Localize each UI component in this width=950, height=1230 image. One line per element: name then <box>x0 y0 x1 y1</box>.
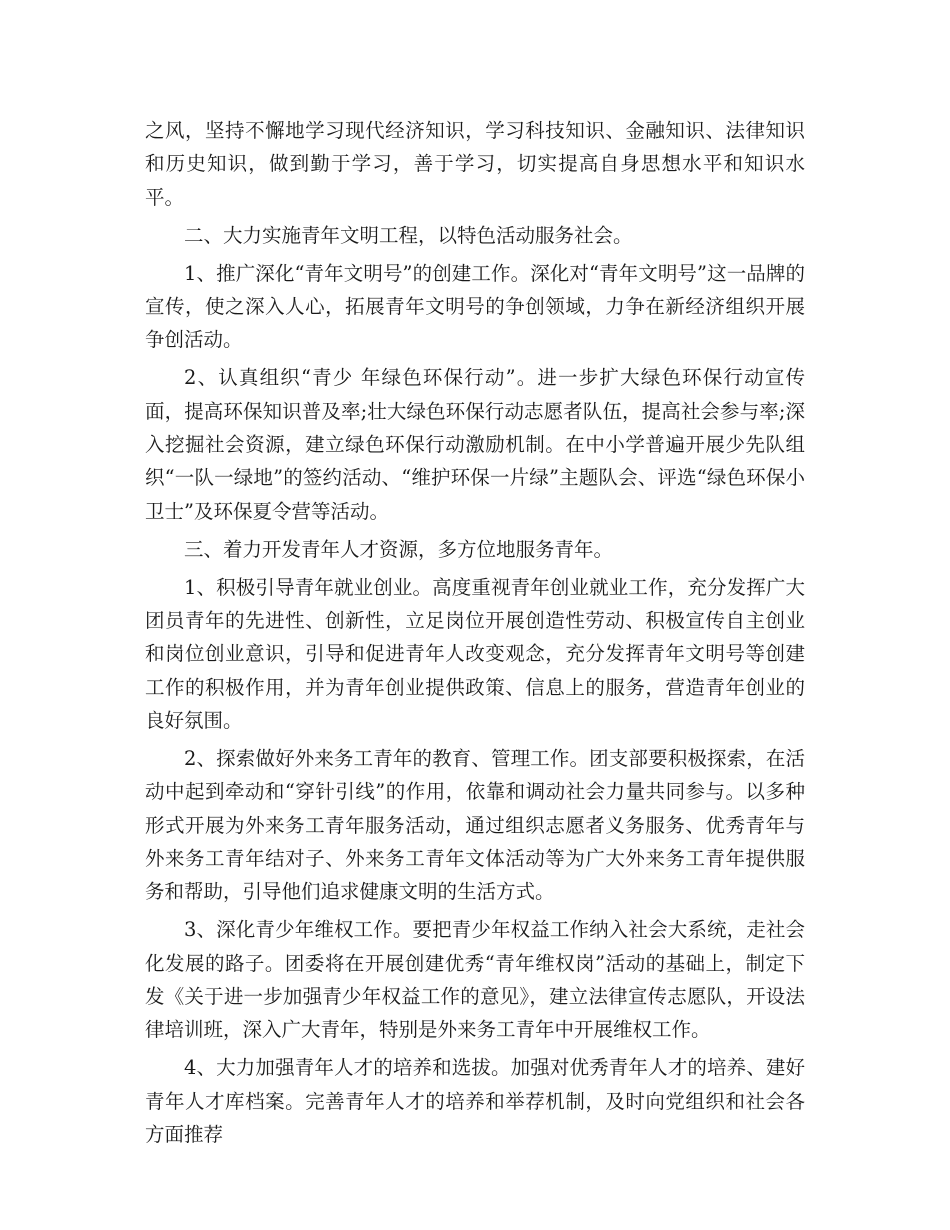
paragraph: 4、大力加强青年人才的培养和选拔。加强对优秀青年人才的培养、建好青年人才库档案。完善青年人才的培养和举荐机制，及时向党组织和社会各方面推荐 <box>145 1056 805 1146</box>
paragraph: 2、认真组织“青少 年绿色环保行动”。进一步扩大绿色环保行动宣传面，提高环保知识普及率;壮大绿色环保行动志愿者队伍，提高社会参与率;深入挖掘社会资源，建立绿色环保行动激励机制。在中小学普遍开展少先队组织“一队一绿地”的签约活动、“维护环保一片绿”主题队会、评选“绿色环保小卫士”及环保夏令营等活动。 <box>145 366 805 523</box>
paragraph: 1、积极引导青年就业创业。高度重视青年创业就业工作，充分发挥广大团员青年的先进性、创新性，立足岗位开展创造性劳动、积极宣传自主创业和岗位创业意识，引导和促进青年人改变观念，充分发挥青年文明号等创建工作的积极作用，并为青年创业提供政策、信息上的服务，营造青年创业的良好氛围。 <box>145 575 805 733</box>
paragraph: 之风，坚持不懈地学习现代经济知识，学习科技知识、金融知识、法律知识和历史知识，做到勤于学习，善于学习，切实提高自身思想水平和知识水平。 <box>145 119 805 209</box>
paragraph: 1、推广深化“青年文明号”的创建工作。深化对“青年文明号”这一品牌的宣传，使之深入人心，拓展青年文明号的争创领域，力争在新经济组织开展争创活动。 <box>145 261 805 352</box>
section-heading: 二、大力实施青年文明工程，以特色活动服务社会。 <box>184 223 633 247</box>
paragraph: 3、深化青少年维权工作。要把青少年权益工作纳入社会大系统，走社会化发展的路子。团委将在开展创建优秀“青年维权岗”活动的基础上，制定下发《关于进一步加强青少年权益工作的意见》，建立法律宣传志愿队，开设法律培训班，深入广大青年，特别是外来务工青年中开展维权工作。 <box>145 918 805 1042</box>
document-body <box>145 114 805 1156</box>
section-heading: 三、着力开发青年人才资源，多方位地服务青年。 <box>184 537 614 561</box>
paragraph: 2、探索做好外来务工青年的教育、管理工作。团支部要积极探索，在活动中起到牵动和“穿针引线”的作用，依靠和调动社会力量共同参与。以多种形式开展为外来务工青年服务活动，通过组织志愿者义务服务、优秀青年与外来务工青年结对子、外来务工青年文体活动等为广大外来务工青年提供服务和帮助，引导他们追求健康文明的生活方式。 <box>145 747 805 904</box>
